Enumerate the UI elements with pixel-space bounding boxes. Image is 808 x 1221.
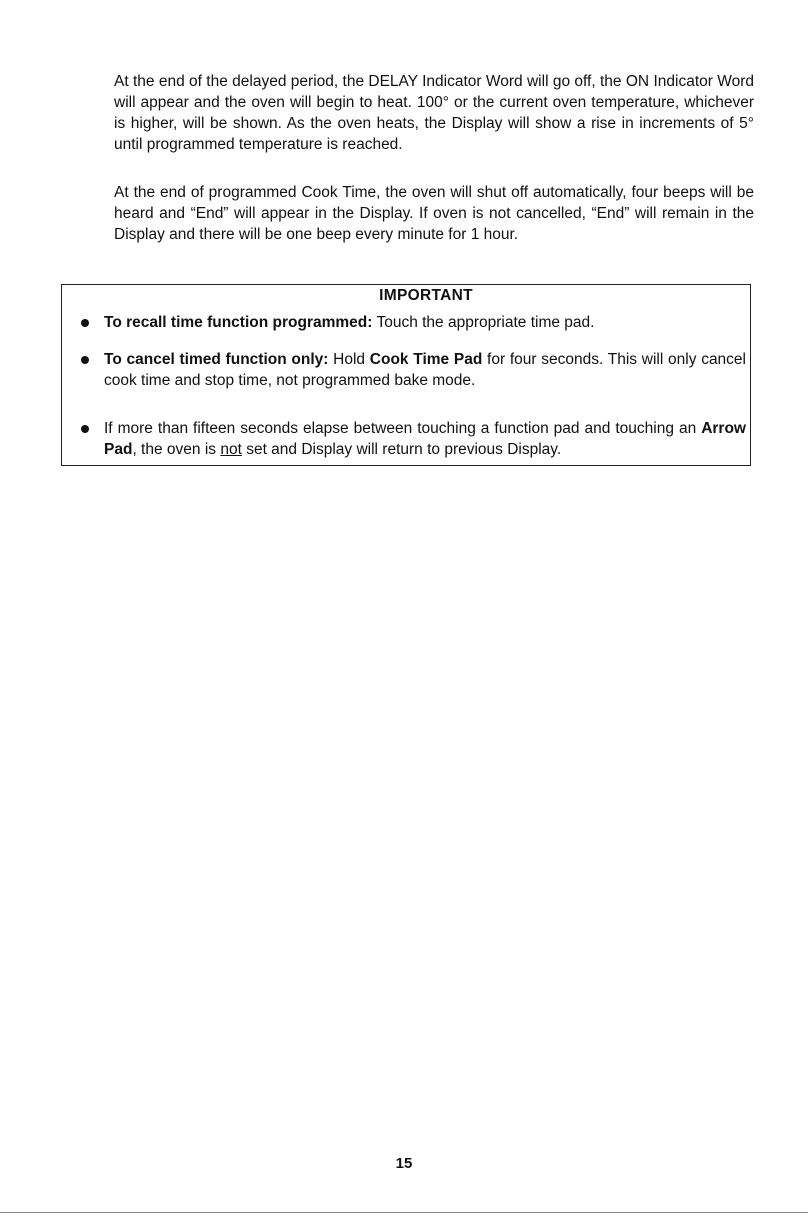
bullet-dot-icon [81,356,89,364]
bullet-lead: To recall time function programmed: [104,314,373,331]
important-notice-box [61,284,751,466]
delayed-period-paragraph: At the end of the delayed period, the DELAY Indicator Word will go off, the ON Indicator Word will appear and the oven will begin to heat. 100° or the current oven temperature, whichever is higher, will be shown. As the oven heats, the Display will show a rise in increments of 5° until programmed temperature is reached. [114,73,754,153]
cook-time-end-paragraph: At the end of programmed Cook Time, the oven will shut off automatically, four beeps will be heard and “End” will appear in the Display. If oven is not cancelled, “End” will remain in the Display and there will be one beep every minute for 1 hour. [114,184,754,243]
bullet-body: Hold [328,351,370,368]
bullet-text [104,349,746,391]
bullet-text [104,418,746,460]
important-title: IMPORTANT [379,287,473,304]
bullet-body: for four seconds. This will only cancel cook time and stop time, not programmed bake mode. [104,351,746,389]
bottom-divider [0,1212,808,1213]
bullet-lead: To cancel timed function only: [104,351,329,368]
bullet-body: If more than fifteen seconds elapse between touching a function pad and touching an [104,420,702,437]
cook-time-pad-label: Cook Time Pad [369,351,483,368]
bullet-body: , the oven is [132,441,221,458]
bullet-dot-icon [81,319,89,327]
arrow-pad-label: Arrow Pad [104,420,746,458]
bullet-dot-icon [81,425,89,433]
bullet-body: Touch the appropriate time pad. [372,314,595,331]
bullet-text [104,312,746,333]
page-number: 15 [395,1155,413,1172]
not-emphasis: not [220,441,242,458]
bullet-body: set and Display will return to previous Display. [241,441,562,458]
